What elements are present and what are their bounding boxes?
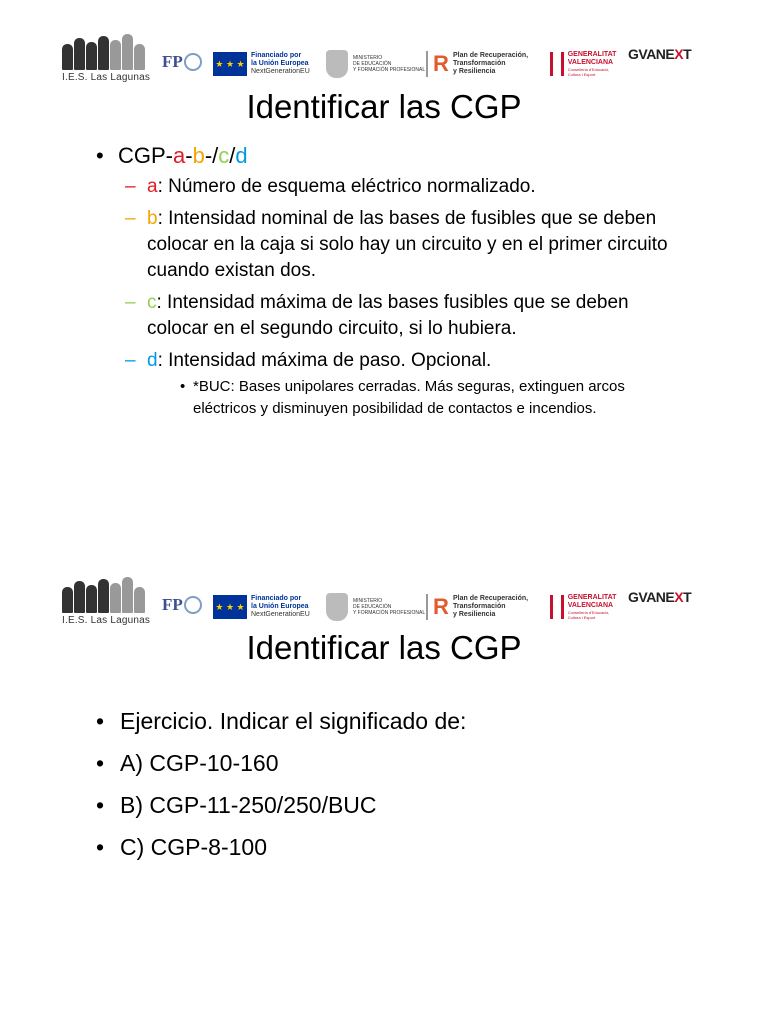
generalitat-logo [550,591,622,623]
gv-text-2: VALENCIANA [567,602,614,609]
dash: – [125,350,136,371]
gvanext-text-b: X [674,589,684,605]
min-text-2: DE EDUCACIÓN [353,61,392,67]
definition-item-b [125,206,685,284]
exercise-list [96,700,466,868]
definition-item-c [125,290,685,342]
gv-text-1: GENERALITAT [567,594,617,601]
code-sep-3: / [229,143,236,168]
main-bullet-list [96,140,248,172]
plan-recuperacion-logo [426,591,540,623]
gv-text-3: Conselleria d'Educació, Cultura i Esport [567,610,610,620]
eu-text-3: NextGenerationEU [251,68,310,75]
circle-icon [184,53,202,71]
logo-bar [62,577,710,635]
slide-1 [0,22,768,492]
definition-text: : Intensidad nominal de las bases de fusibles que se deben colocar en la caja si solo hay un circuito y en el primer circuito cuando existan dos. [147,208,668,281]
students-figures-icon [62,34,145,70]
definition-item-d [125,348,685,420]
ies-logo-text: I.E.S. Las Lagunas [62,72,151,83]
eu-text-2: la Unión Europea [251,603,309,610]
gv-text-3: Conselleria d'Educació, Cultura i Esport [567,67,610,77]
gvanext-logo [628,46,710,80]
spain-crest-icon [326,50,348,78]
eu-text-1: Financiado por [251,595,302,602]
dash: – [125,208,136,229]
code-a: a [173,143,186,168]
definition-text: : Intensidad máxima de las bases fusibles que se deben colocar en el segundo circuito, si lo hubiera. [147,292,629,339]
code-sep-1: - [185,143,193,168]
plan-recuperacion-logo [426,48,540,80]
min-text-1: MINISTERIO [353,55,383,61]
divider [426,51,428,77]
students-figures-icon [62,577,145,613]
ministerio-logo [326,48,426,80]
definition-item-a [125,174,685,200]
exercise-item-c: • C) CGP-8-100 [96,826,466,868]
min-text-3: Y FORMACIÓN PROFESIONAL [353,610,426,616]
min-text-1: MINISTERIO [353,598,383,604]
gvanext-logo [628,589,710,623]
ies-logo-text: I.E.S. Las Lagunas [62,615,151,626]
tr-mark-icon: R [433,51,449,76]
tr-mark-icon: R [433,594,449,619]
generalitat-symbol-icon [550,595,564,619]
exercise-intro: • Ejercicio. Indicar el significado de: [96,700,466,742]
pr-text-2: Transformación [453,603,506,610]
dash: – [125,292,136,313]
pr-text-1: Plan de Recuperación, [453,595,529,602]
generalitat-logo [550,48,622,80]
definition-key: b [147,208,158,229]
gvanext-text-c: T [683,589,692,605]
code-prefix: CGP- [118,143,173,168]
slide-title: Identificar las CGP [246,629,522,666]
fp-logo-text: FP [162,52,183,71]
exercise-item-b: • B) CGP-11-250/250/BUC [96,784,466,826]
pr-text-3: y Resiliencia [453,68,496,75]
eu-flag-icon: ★ ★ ★ [213,595,247,619]
definition-text: : Intensidad máxima de paso. Opcional. [157,350,492,371]
gv-text-1: GENERALITAT [567,51,617,58]
pr-text-2: Transformación [453,60,506,67]
dash: – [125,176,136,197]
slide-2 [0,565,768,1035]
eu-logo [213,594,311,620]
exercise-item-a: • A) CGP-10-160 [96,742,466,784]
definition-text: : Número de esquema eléctrico normalizado. [157,176,536,197]
spain-crest-icon [326,593,348,621]
fp-ce-logo [162,47,206,77]
code-b: b [192,143,205,168]
code-d: d [235,143,248,168]
eu-text-1: Financiado por [251,52,302,59]
divider [426,594,428,620]
ies-las-lagunas-logo [62,577,162,635]
fp-logo-text: FP [162,595,183,614]
gvanext-text-b: X [674,46,684,62]
fp-ce-logo [162,590,206,620]
min-text-3: Y FORMACIÓN PROFESIONAL [353,67,426,73]
circle-icon [184,596,202,614]
cgp-code-bullet [96,140,248,172]
slide-title: Identificar las CGP [246,88,522,125]
min-text-2: DE EDUCACIÓN [353,604,392,610]
definition-key: d [147,350,158,371]
note-list [147,376,685,420]
ies-las-lagunas-logo [62,34,162,92]
pr-text-1: Plan de Recuperación, [453,52,529,59]
gv-text-2: VALENCIANA [567,59,614,66]
pr-text-3: y Resiliencia [453,611,496,618]
definition-key: a [147,176,158,197]
buc-note: • *BUC: Bases unipolares cerradas. Más seguras, extinguen arcos eléctricos y disminuyen posibilidad de contactos e incendios. [180,376,685,420]
definition-key: c [147,292,157,313]
logo-bar [62,34,710,92]
gvanext-text-c: T [683,46,692,62]
eu-flag-icon: ★ ★ ★ [213,52,247,76]
definition-list [125,174,685,426]
eu-text-2: la Unión Europea [251,60,309,67]
generalitat-symbol-icon [550,52,564,76]
code-sep-2: -/ [204,143,219,168]
gvanext-text-a: GVANE [628,589,675,605]
ministerio-logo [326,591,426,623]
eu-logo [213,51,311,77]
code-c: c [218,143,230,168]
eu-text-3: NextGenerationEU [251,611,310,618]
gvanext-text-a: GVANE [628,46,675,62]
